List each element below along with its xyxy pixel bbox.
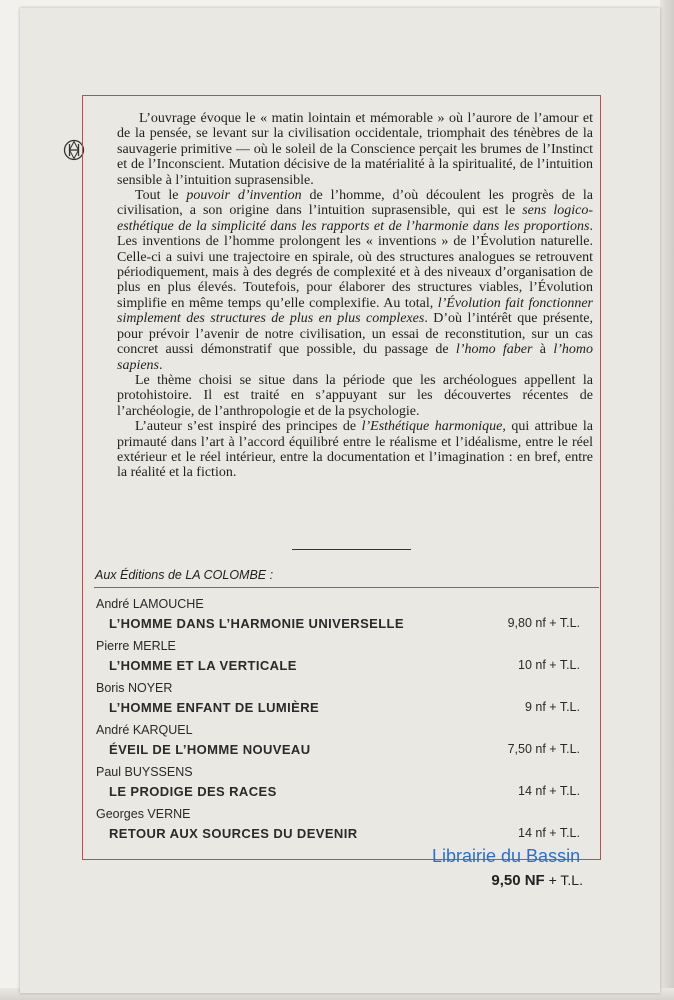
text-run: . D’où l’intérêt que présente, pour prévoir l’avenir de notre civilisation, un essai de reconstitution, sur un cas concret aussi démonstratif que possible, du passage de xyxy=(117,311,593,358)
italic-phrase: sens logico-esthétique de la simplicité dans les rapports et de l’harmonie dans les proportions xyxy=(117,203,594,234)
text-run: . xyxy=(159,357,163,373)
text-run: , qui attribue la primauté dans l’art à l’accord équilibré entre le réalisme et l’idéalisme, entre le réel extérieur et le réel intérieur, entre la documentation et l’imagination : en bref, entre la réalité et la fiction. xyxy=(117,419,593,481)
book-title: RETOUR AUX SOURCES DU DEVENIR xyxy=(109,826,358,841)
book-title: L’HOMME ENFANT DE LUMIÈRE xyxy=(109,700,320,715)
book-author: Boris NOYER xyxy=(96,681,173,695)
book-price: 14 nf + T.L. xyxy=(518,784,580,798)
book-price: 14 nf + T.L. xyxy=(518,826,580,840)
book-entry xyxy=(96,597,592,637)
book-price: 10 nf + T.L. xyxy=(518,658,580,672)
text-run: à xyxy=(532,342,554,358)
bookseller-watermark: Librairie du Bassin xyxy=(432,846,581,866)
book-title: LE PRODIGE DES RACES xyxy=(109,784,277,799)
cover-price xyxy=(491,872,583,889)
book-entry xyxy=(96,765,592,805)
book-title: L’HOMME DANS L’HARMONIE UNIVERSELLE xyxy=(109,616,404,631)
description-paragraph xyxy=(117,188,593,373)
text-run: L’ouvrage évoque le « matin lointain et mémorable » où l’aurore de l’amour et de la pensée, se levant sur la civilisation occidentale, triomphait des ténèbres de la sauvagerie primitive — où le soleil de la Conscience perçait les brumes de l’Instinct et de l’Inconscient. Mutation décisive de la matérialité à la spiritualité, de l’intuition sensible à l’intuition suprasensible. xyxy=(117,111,593,188)
publisher-list-heading: Aux Éditions de LA COLOMBE : xyxy=(95,568,274,582)
text-run: de l’homme, d’où découlent les progrès de la civilisation, a son origine dans l’intuition suprasensible, qui est le xyxy=(117,188,593,219)
list-underline xyxy=(94,587,599,588)
separator-rule xyxy=(292,549,411,550)
book-description xyxy=(117,111,593,481)
text-run: . Les inventions de l’homme prolongent les « inventions » de l’Évolution naturelle. Celle-ci a suivi une trajectoire en spirale, où des structures analogues se retrouvent périodiquement, mais à des degrés de complexité et à des niveaux d’organisation de plus en plus élevés. Toutefois, pour élaborer des structures viables, l’Évolution simplifie en même temps qu’elle complexifie. Au total, xyxy=(117,218,593,311)
text-run: Tout le xyxy=(135,188,187,204)
book-entry xyxy=(96,681,592,721)
book-spine-shadow xyxy=(660,0,674,1000)
book-author: Paul BUYSSENS xyxy=(96,765,193,779)
italic-phrase: l’homo faber xyxy=(455,342,533,358)
book-entry xyxy=(96,639,592,679)
text-run: Le thème choisi se situe dans la période que les archéologues appellent la protohistoire. Il est traité en s’appuyant sur les découvertes récentes de l’archéologie, de l’anthropologie et de la psychologie. xyxy=(117,372,593,419)
description-paragraph xyxy=(117,111,593,188)
book-author: André KARQUEL xyxy=(96,723,193,737)
book-title: ÉVEIL DE L’HOMME NOUVEAU xyxy=(109,742,311,757)
book-author: Georges VERNE xyxy=(96,807,191,821)
book-price: 9 nf + T.L. xyxy=(524,700,580,714)
text-run: L’auteur s’est inspiré des principes de xyxy=(135,419,362,435)
book-author: Pierre MERLE xyxy=(96,639,176,653)
italic-phrase: l’Évolution fait fonctionner simplement des structures de plus en plus complexes xyxy=(117,295,593,327)
book-author: André LAMOUCHE xyxy=(96,597,204,611)
book-title: L’HOMME ET LA VERTICALE xyxy=(109,658,297,673)
book-price: 7,50 nf + T.L. xyxy=(507,742,580,756)
book-price: 9,80 nf + T.L. xyxy=(507,616,580,630)
cover-price-suffix: + T.L. xyxy=(548,872,583,888)
italic-phrase: pouvoir d’invention xyxy=(186,188,302,204)
cover-price-amount: 9,50 NF xyxy=(491,872,545,889)
book-entry xyxy=(96,723,592,763)
italic-phrase: l’Esthétique harmonique xyxy=(361,419,503,435)
book-entry xyxy=(96,807,592,847)
italic-phrase: l’homo sapiens xyxy=(117,342,594,373)
description-paragraph xyxy=(117,419,593,481)
description-paragraph xyxy=(117,373,593,419)
